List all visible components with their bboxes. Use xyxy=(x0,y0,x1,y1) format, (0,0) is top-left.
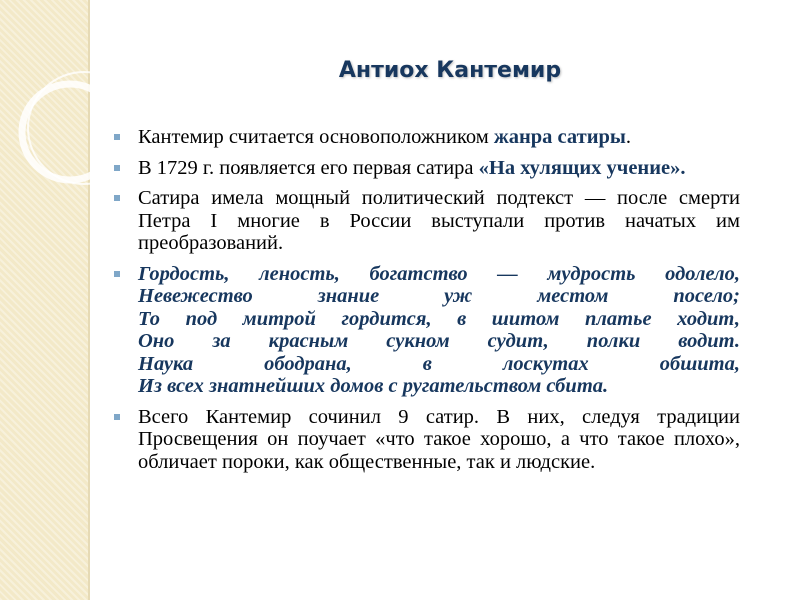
item-text: Всего Кантемир сочинил 9 сатир. В них, следуя традиции Просвещения он поучает «что такое хорошо, а что такое плохо», обличает пороки, как общественные, так и людские. xyxy=(138,405,740,473)
list-item xyxy=(112,187,740,255)
item-emphasis: жанра сатиры xyxy=(493,126,626,148)
square-bullet-icon xyxy=(114,271,120,277)
verse-quote xyxy=(112,263,740,398)
verse-line: Наука ободрана, в лоскутах обшита, xyxy=(138,352,740,375)
bullet-list xyxy=(112,126,740,481)
item-text: В 1729 г. появляется его первая сатира xyxy=(138,156,479,179)
square-bullet-icon xyxy=(114,414,120,420)
list-item xyxy=(112,406,740,474)
item-emphasis: «На хулящих учение». xyxy=(478,156,686,179)
verse-line: Гордость, леность, богатство — мудрость одолело, xyxy=(138,262,740,285)
verse-line: Оно за красным сукном судит, полки водит. xyxy=(138,330,740,352)
item-text: Сатира имела мощный политический подтекст — после смерти Петра I многие в России выступали против начатых им преобразований. xyxy=(138,187,740,254)
verse-line: То под митрой гордится, в шитом платье ходит, xyxy=(138,307,740,330)
item-text-end: . xyxy=(625,126,632,148)
square-bullet-icon xyxy=(114,165,120,171)
item-text: Кантемир считается основоположником xyxy=(138,126,494,148)
verse-line: Невежество знание уж местом посело; xyxy=(138,285,740,307)
list-item xyxy=(112,126,740,149)
list-item xyxy=(112,157,740,180)
square-bullet-icon xyxy=(114,134,120,140)
slide-title: Антиох Кантемир xyxy=(338,58,562,83)
verse-line: Из всех знатнейших домов с ругательством сбита. xyxy=(138,375,609,397)
square-bullet-icon xyxy=(114,195,120,201)
